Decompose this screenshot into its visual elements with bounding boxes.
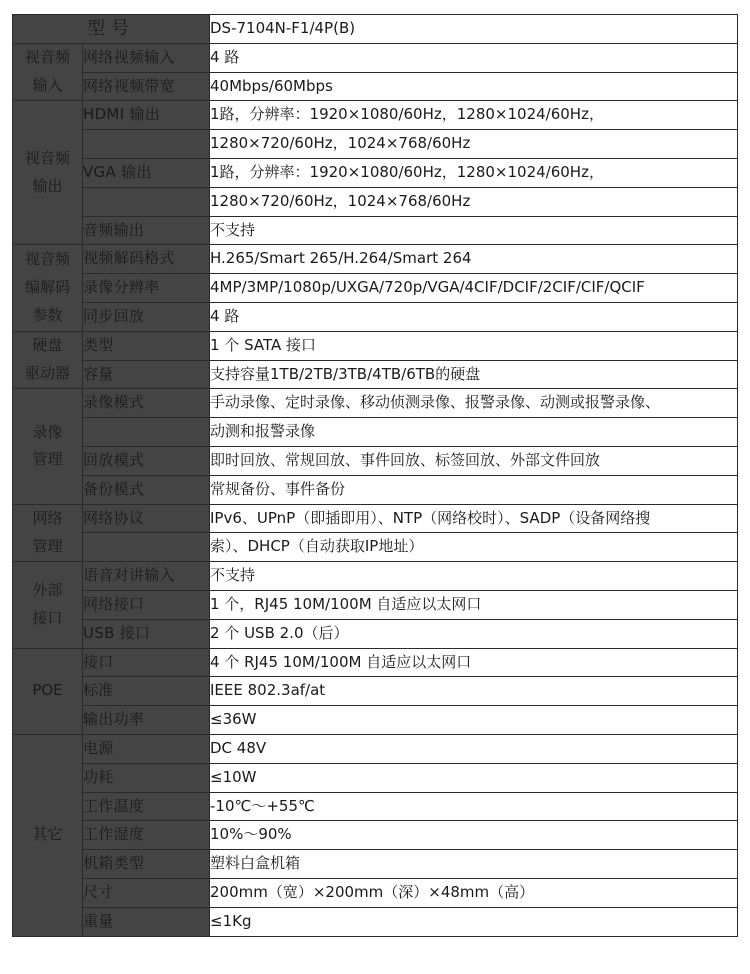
spec-name-continued (83, 533, 210, 562)
table-row (13, 475, 738, 504)
table-row (13, 418, 738, 447)
category-av-output: 视音频 输出 (13, 101, 83, 245)
spec-value: H.265/Smart 265/H.264/Smart 264 (210, 245, 738, 274)
category-network: 网络 管理 (13, 504, 83, 562)
category-disk: 硬盘 驱动器 (13, 331, 83, 389)
spec-value: ≤1Kg (210, 907, 738, 936)
table-row (13, 619, 738, 648)
table-row (13, 130, 738, 159)
category-record: 录像 管理 (13, 389, 83, 504)
category-external: 外部 接口 (13, 562, 83, 648)
table-row (13, 360, 738, 389)
spec-value: ≤10W (210, 763, 738, 792)
spec-value: 塑料白盒机箱 (210, 850, 738, 879)
spec-value: 1280×720/60Hz，1024×768/60Hz (210, 130, 738, 159)
table-row (13, 648, 738, 677)
table-row (13, 331, 738, 360)
spec-value: 2 个 USB 2.0（后） (210, 619, 738, 648)
model-row (13, 15, 738, 44)
category-poe: POE (13, 648, 83, 734)
spec-name: 电源 (83, 734, 210, 763)
spec-name: 类型 (83, 331, 210, 360)
spec-value: ≤36W (210, 706, 738, 735)
spec-name-continued (83, 187, 210, 216)
spec-name: 机箱类型 (83, 850, 210, 879)
table-row (13, 72, 738, 101)
spec-value: 即时回放、常规回放、事件回放、标签回放、外部文件回放 (210, 446, 738, 475)
spec-value: 支持容量1TB/2TB/3TB/4TB/6TB的硬盘 (210, 360, 738, 389)
spec-value: 40Mbps/60Mbps (210, 72, 738, 101)
category-other: 其它 (13, 734, 83, 936)
spec-name: 接口 (83, 648, 210, 677)
table-row (13, 590, 738, 619)
table-row (13, 706, 738, 735)
spec-name: 视频解码格式 (83, 245, 210, 274)
spec-value: 动测和报警录像 (210, 418, 738, 447)
spec-value: 不支持 (210, 562, 738, 591)
spec-value: 200mm（宽）×200mm（深）×48mm（高） (210, 878, 738, 907)
spec-name: 尺寸 (83, 878, 210, 907)
spec-value: 手动录像、定时录像、移动侦测录像、报警录像、动测或报警录像、 (210, 389, 738, 418)
spec-name: HDMI 输出 (83, 101, 210, 130)
spec-value: 索）、DHCP（自动获取IP地址） (210, 533, 738, 562)
spec-name: 网络协议 (83, 504, 210, 533)
spec-value: 4 个 RJ45 10M/100M 自适应以太网口 (210, 648, 738, 677)
table-row (13, 533, 738, 562)
spec-value: 不支持 (210, 216, 738, 245)
spec-name: 同步回放 (83, 302, 210, 331)
spec-name: 备份模式 (83, 475, 210, 504)
table-row (13, 245, 738, 274)
table-row (13, 101, 738, 130)
table-row (13, 734, 738, 763)
table-row (13, 792, 738, 821)
spec-value: 1路，分辨率：1920×1080/60Hz，1280×1024/60Hz， (210, 158, 738, 187)
table-row (13, 216, 738, 245)
table-row (13, 677, 738, 706)
spec-name: 录像分辨率 (83, 274, 210, 303)
spec-table (12, 14, 738, 937)
table-row (13, 763, 738, 792)
category-av-input: 视音频 输入 (13, 43, 83, 101)
spec-name-continued (83, 130, 210, 159)
table-row (13, 878, 738, 907)
spec-value: IEEE 802.3af/at (210, 677, 738, 706)
category-codec: 视音频 编解码 参数 (13, 245, 83, 331)
table-row (13, 907, 738, 936)
table-row (13, 302, 738, 331)
spec-name: 重量 (83, 907, 210, 936)
spec-name: 语音对讲输入 (83, 562, 210, 591)
model-label: 型号 (13, 15, 210, 44)
table-row (13, 821, 738, 850)
table-row (13, 850, 738, 879)
spec-name: 工作温度 (83, 792, 210, 821)
spec-value: DC 48V (210, 734, 738, 763)
table-row (13, 187, 738, 216)
spec-name: 工作湿度 (83, 821, 210, 850)
table-row (13, 446, 738, 475)
table-row (13, 562, 738, 591)
spec-name: 网络视频输入 (83, 43, 210, 72)
spec-value: 1 个，RJ45 10M/100M 自适应以太网口 (210, 590, 738, 619)
spec-name: 录像模式 (83, 389, 210, 418)
spec-name: 功耗 (83, 763, 210, 792)
spec-name: 音频输出 (83, 216, 210, 245)
spec-value: 1 个 SATA 接口 (210, 331, 738, 360)
model-value: DS-7104N-F1/4P(B) (210, 15, 738, 44)
spec-name: 网络接口 (83, 590, 210, 619)
spec-value: 1路，分辨率：1920×1080/60Hz，1280×1024/60Hz， (210, 101, 738, 130)
spec-value: -10℃～+55℃ (210, 792, 738, 821)
spec-name: 回放模式 (83, 446, 210, 475)
table-row (13, 43, 738, 72)
spec-name: 输出功率 (83, 706, 210, 735)
spec-name-continued (83, 418, 210, 447)
spec-value: 4 路 (210, 302, 738, 331)
spec-value: 10%～90% (210, 821, 738, 850)
spec-value: 常规备份、事件备份 (210, 475, 738, 504)
table-row (13, 158, 738, 187)
table-row (13, 504, 738, 533)
spec-name: 标准 (83, 677, 210, 706)
table-row (13, 274, 738, 303)
spec-name: VGA 输出 (83, 158, 210, 187)
spec-value: 4 路 (210, 43, 738, 72)
table-row (13, 389, 738, 418)
spec-name: 网络视频带宽 (83, 72, 210, 101)
spec-value: IPv6、UPnP（即插即用）、NTP（网络校时）、SADP（设备网络搜 (210, 504, 738, 533)
spec-name: 容量 (83, 360, 210, 389)
spec-name: USB 接口 (83, 619, 210, 648)
spec-value: 4MP/3MP/1080p/UXGA/720p/VGA/4CIF/DCIF/2CIF/CIF/QCIF (210, 274, 738, 303)
spec-value: 1280×720/60Hz，1024×768/60Hz (210, 187, 738, 216)
